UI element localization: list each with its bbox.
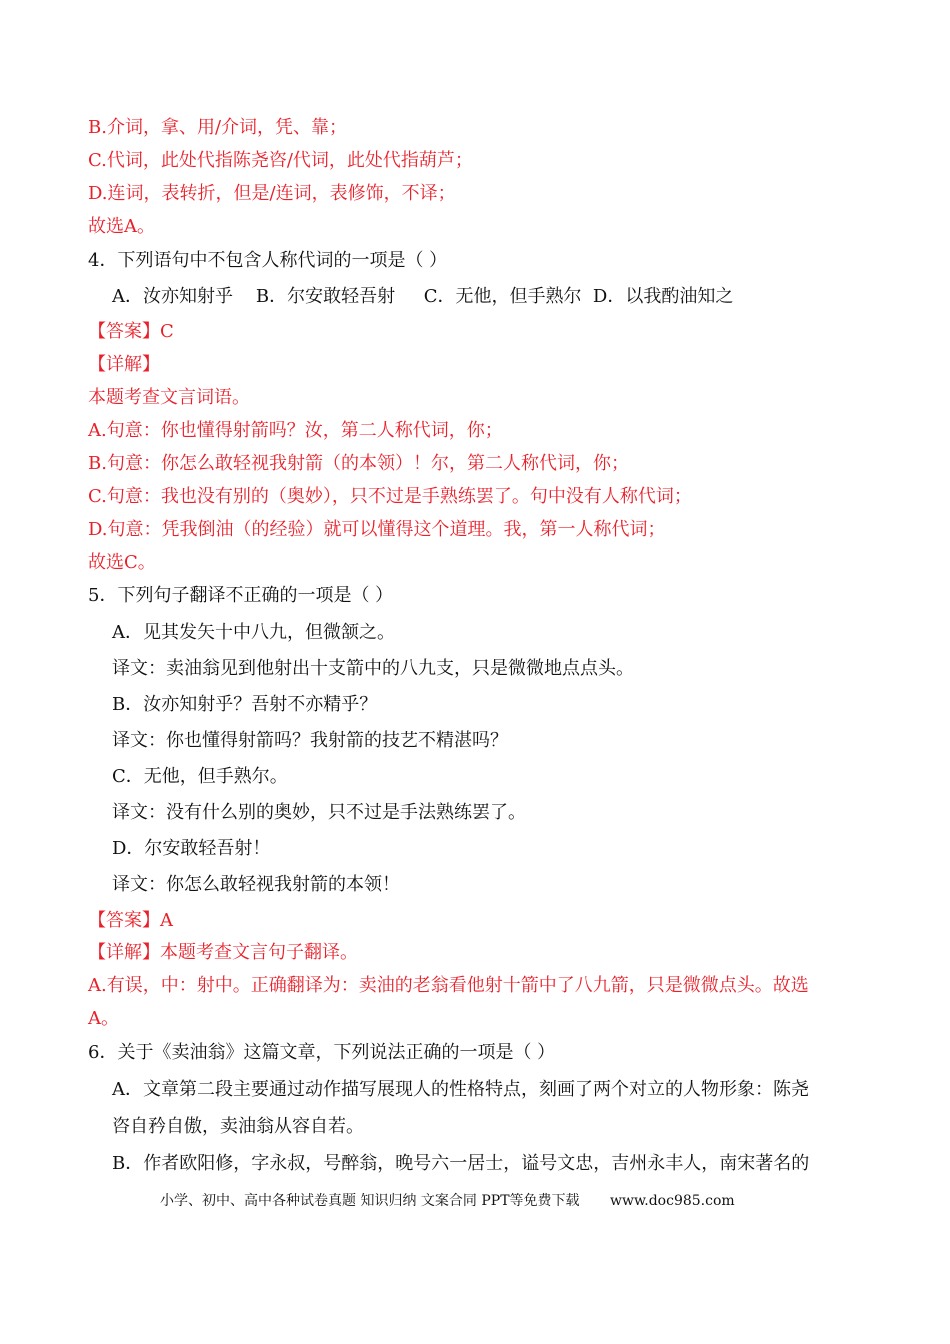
q5-translation-d: 译文：你怎么敢轻视我射箭的本领！	[112, 874, 400, 895]
q3-analysis-b: B.介词，拿、用/介词，凭、靠；	[88, 117, 348, 138]
q5-stem: 5．下列句子翻译不正确的一项是（ ）	[88, 585, 394, 606]
q5-translation-a: 译文：卖油翁见到他射出十支箭中的八九支，只是微微地点点头。	[112, 658, 634, 679]
q3-analysis-c: C.代词，此处代指陈尧咨/代词，此处代指葫芦；	[88, 150, 473, 171]
q5-option-c: C．无他，但手熟尔。	[112, 766, 288, 787]
q5-analysis-line-1: A.有误，中：射中。正确翻译为：卖油的老翁看他射十箭中了八九箭，只是微微点头。故选	[88, 975, 809, 996]
q5-analysis-line-2: A。	[88, 1008, 119, 1029]
footer-text: 小学、初中、高中各种试卷真题 知识归纳 文案合同 PPT等免费下载	[160, 1193, 580, 1209]
q3-analysis-d: D.连词，表转折，但是/连词，表修饰，不译；	[88, 183, 456, 204]
q4-conclusion: 故选C。	[88, 552, 156, 573]
q4-detail-label: 【详解】	[88, 354, 160, 375]
footer-url[interactable]: www.doc985.com	[609, 1193, 735, 1209]
q3-conclusion: 故选A。	[88, 216, 155, 237]
q5-translation-b: 译文：你也懂得射箭吗？我射箭的技艺不精湛吗？	[112, 730, 508, 751]
q6-option-a-line-2: 咨自矜自傲，卖油翁从容自若。	[112, 1116, 364, 1137]
q5-detail: 【详解】本题考查文言句子翻译。	[88, 942, 358, 963]
page-footer	[160, 1191, 735, 1211]
q4-answer: 【答案】C	[88, 321, 174, 342]
q4-analysis-a: A.句意：你也懂得射箭吗？汝，第二人称代词，你；	[88, 420, 503, 441]
q5-option-b: B．汝亦知射乎？吾射不亦精乎？	[112, 694, 378, 715]
q6-option-a-line-1: A．文章第二段主要通过动作描写展现人的性格特点，刻画了两个对立的人物形象：陈尧	[112, 1079, 809, 1100]
q4-analysis-c: C.句意：我也没有别的（奥妙），只不过是手熟练罢了。句中没有人称代词；	[88, 486, 692, 507]
q4-options: A．汝亦知射乎 B．尔安敢轻吾射 C．无他，但手熟尔 D．以我酌油知之	[112, 286, 734, 307]
q5-option-a: A．见其发矢十中八九，但微颔之。	[112, 622, 395, 643]
q5-answer: 【答案】A	[88, 910, 173, 931]
q4-intro: 本题考查文言词语。	[88, 387, 250, 408]
q6-stem: 6．关于《卖油翁》这篇文章，下列说法正确的一项是（ ）	[88, 1042, 556, 1063]
q4-analysis-b: B.句意：你怎么敢轻视我射箭（的本领）！尔，第二人称代词，你；	[88, 453, 629, 474]
q6-option-b-line-1: B．作者欧阳修，字永叔，号醉翁，晚号六一居士，谥号文忠，吉州永丰人，南宋著名的	[112, 1153, 810, 1174]
q5-translation-c: 译文：没有什么别的奥妙，只不过是手法熟练罢了。	[112, 802, 526, 823]
q5-option-d: D．尔安敢轻吾射！	[112, 838, 271, 859]
q4-stem: 4．下列语句中不包含人称代词的一项是（ ）	[88, 250, 448, 271]
q4-analysis-d: D.句意：凭我倒油（的经验）就可以懂得这个道理。我，第一人称代词；	[88, 519, 666, 540]
